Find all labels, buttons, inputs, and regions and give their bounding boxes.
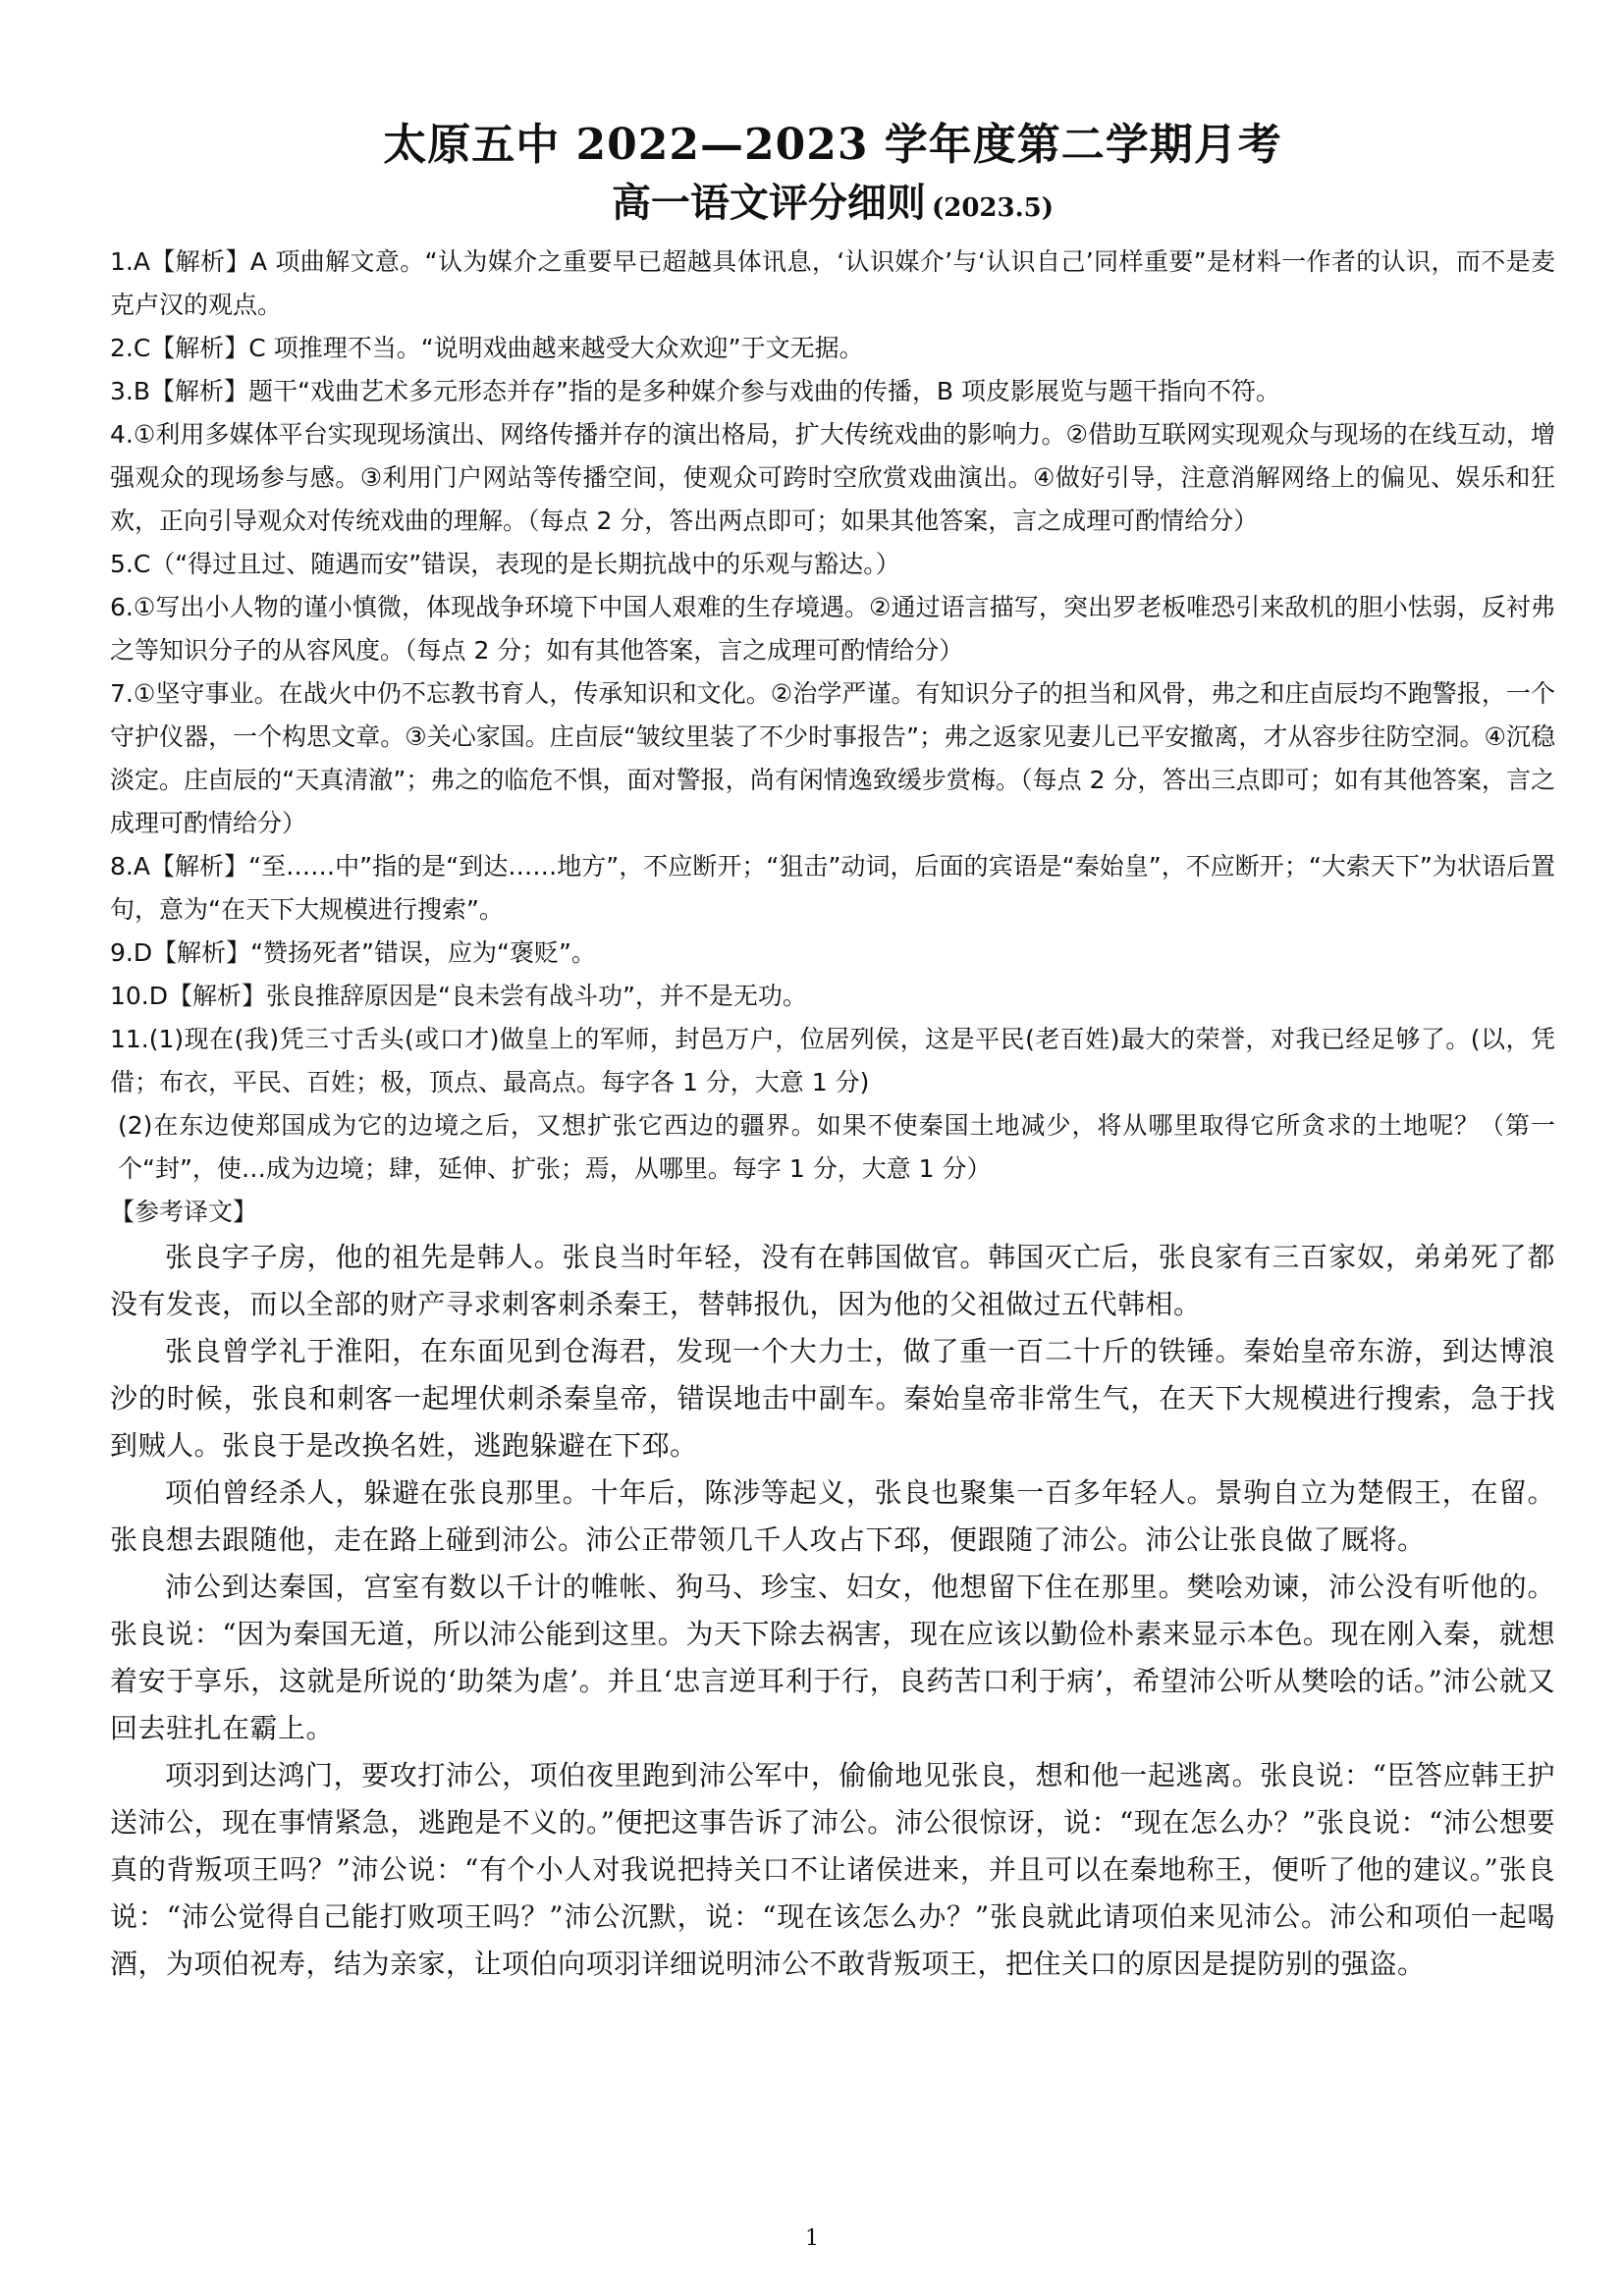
translation-paragraph: 项伯曾经杀人，躲避在张良那里。十年后，陈涉等起义，张良也聚集一百多年轻人。景驹自立为楚假王，在留。张良想去跟随他，走在路上碰到沛公。沛公正带领几千人攻占下邳，便跟随了沛公。沛公让张良做了厩将。: [110, 1476, 1555, 1556]
answer-item: 2.C【解析】C 项推理不当。“说明戏曲越来越受大众欢迎”于文无据。: [110, 334, 864, 362]
translation-heading: 【参考译文】: [110, 1198, 258, 1226]
answer-item: 6.①写出小人物的谨小慎微，体现战争环境下中国人艰难的生存境遇。②通过语言描写，突出罗老板唯恐引来敌机的胆小怯弱，反衬弗之等知识分子的从容风度。（每点 2 分；如有其他答案，言之成理可酌情给分）: [110, 593, 1555, 665]
answer-item: 11.(1)现在(我)凭三寸舌头(或口才)做皇上的军师，封邑万户，位居列侯，这是平民(老百姓)最大的荣誉，对我已经足够了。(以，凭借；布衣，平民、百姓；极，顶点、最高点。每字各 1 分，大意 1 分): [110, 1025, 1555, 1096]
subtitle-text: 高一语文评分细则: [611, 180, 926, 226]
translation-paragraph: 张良字子房，他的祖先是韩人。张良当时年轻，没有在韩国做官。韩国灭亡后，张良家有三百家奴，弟弟死了都没有发丧，而以全部的财产寻求刺客刺杀秦王，替韩报仇，因为他的父祖做过五代韩相。: [110, 1241, 1555, 1320]
answer-item: 10.D【解析】张良推辞原因是“良未尝有战斗功”，并不是无功。: [110, 982, 807, 1010]
answer-item: 3.B【解析】题干“戏曲艺术多元形态并存”指的是多种媒介参与戏曲的传播，B 项皮影展览与题干指向不符。: [110, 377, 1281, 405]
translation-paragraph: 沛公到达秦国，宫室有数以千计的帷帐、狗马、珍宝、妇女，他想留下住在那里。樊哙劝谏，沛公没有听他的。张良说：“因为秦国无道，所以沛公能到这里。为天下除去祸害，现在应该以勤俭朴素来显示本色。现在刚入秦，就想着安于享乐，这就是所说的‘助桀为虐’。并且‘忠言逆耳利于行，良药苦口利于病’，希望沛公听从樊哙的话。”沛公就又回去驻扎在霸上。: [110, 1571, 1555, 1744]
translation-body: [110, 1234, 1555, 1988]
translation-paragraph: 张良曾学礼于淮阳，在东面见到仓海君，发现一个大力士，做了重一百二十斤的铁锤。秦始皇帝东游，到达博浪沙的时候，张良和刺客一起埋伏刺杀秦皇帝，错误地击中副车。秦始皇帝非常生气，在天下大规模进行搜索，急于找到贼人。张良于是改换名姓，逃跑躲避在下邳。: [110, 1335, 1555, 1462]
translation-paragraph: 项羽到达鸿门，要攻打沛公，项伯夜里跑到沛公军中，偷偷地见张良，想和他一起逃离。张良说：“臣答应韩王护送沛公，现在事情紧急，逃跑是不义的。”便把这事告诉了沛公。沛公很惊讶，说：“现在怎么办？”张良说：“沛公想要真的背叛项王吗？”沛公说：“有个小人对我说把持关口不让诸侯进来，并且可以在秦地称王，便听了他的建议。”张良说：“沛公觉得自己能打败项王吗？”沛公沉默，说：“现在该怎么办？”张良就此请项伯来见沛公。沛公和项伯一起喝酒，为项伯祝寿，结为亲家，让项伯向项羽详细说明沛公不敢背叛项王，把住关口的原因是提防别的强盗。: [110, 1759, 1555, 1980]
answer-item: 8.A【解析】“至……中”指的是“到达……地方”，不应断开；“狙击”动词，后面的宾语是“秦始皇”，不应断开；“大索天下”为状语后置句，意为“在天下大规模进行搜索”。: [110, 852, 1555, 924]
answer-item: 1.A【解析】A 项曲解文意。“认为媒介之重要早已超越具体讯息，‘认识媒介’与‘认识自己’同样重要”是材料一作者的认识，而不是麦克卢汉的观点。: [110, 247, 1555, 319]
answer-item: (2)在东边使郑国成为它的边境之后，又想扩张它西边的疆界。如果不使秦国土地减少，将从哪里取得它所贪求的土地呢？（第一个“封”，使…成为边境；肆，延伸、扩张；焉，从哪里。每字 1 分，大意 1 分）: [118, 1111, 1555, 1183]
answer-item: 9.D【解析】“赞扬死者”错误，应为“褒贬”。: [110, 938, 596, 967]
answer-item: 4.①利用多媒体平台实现现场演出、网络传播并存的演出格局，扩大传统戏曲的影响力。②借助互联网实现观众与现场的在线互动，增强观众的现场参与感。③利用门户网站等传播空间，使观众可跨时空欣赏戏曲演出。④做好引导，注意消解网络上的偏见、娱乐和狂欢，正向引导观众对传统戏曲的理解。（每点 2 分，答出两点即可；如果其他答案，言之成理可酌情给分）: [110, 420, 1555, 535]
answer-list: [110, 240, 1555, 1191]
page-number: 1: [805, 2226, 819, 2251]
answer-item: 5.C（“得过且过、随遇而安”错误，表现的是长期抗战中的乐观与豁达。）: [110, 550, 900, 578]
document-subtitle: [110, 179, 1555, 233]
answer-item: 7.①坚守事业。在战火中仍不忘教书育人，传承知识和文化。②治学严谨。有知识分子的担当和风骨，弗之和庄卣辰均不跑警报，一个守护仪器，一个构思文章。③关心家国。庄卣辰“皱纹里装了不少时事报告”；弗之返家见妻儿已平安撤离，才从容步往防空洞。④沉稳淡定。庄卣辰的“天真清澈”；弗之的临危不惧，面对警报，尚有闲情逸致缓步赏梅。（每点 2 分，答出三点即可；如有其他答案，言之成理可酌情给分）: [110, 679, 1555, 837]
document-title: 太原五中 2022—2023 学年度第二学期月考: [383, 120, 1282, 170]
document-date: (2023.5): [931, 193, 1055, 223]
